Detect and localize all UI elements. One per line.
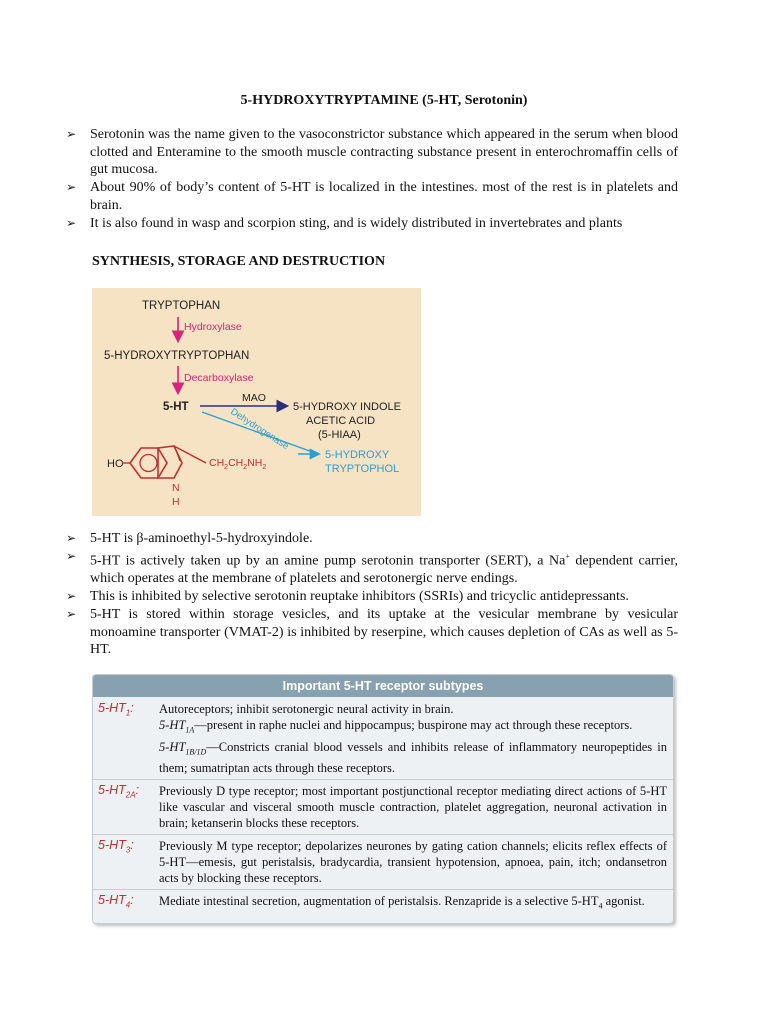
list-item: ➢ 5-HT is β-aminoethyl-5-hydroxyindole. [66, 531, 313, 546]
hydroxylase-label: Hydroxylase [184, 321, 242, 333]
receptor-label: $5-HT_{2A}$: [98, 783, 140, 800]
benzene-ring [130, 448, 167, 478]
receptor-row-5ht4: $5-HT_4$: Mediate intestinal secretion, augmentation of peristalsis. Renzapride is a selective $5-HT_4$ agonist. [98, 893, 645, 911]
arrow-bullet-icon: ➢ [66, 180, 77, 194]
tryptophan-label: TRYPTOPHAN [142, 300, 221, 312]
serotonin-label: 5-HT [163, 401, 189, 413]
synthesis-diagram [92, 288, 421, 516]
list-item: ➢ This is inhibited by selective serotonin reuptake inhibitors (SSRIs) and tricyclic antidepressants. [66, 589, 629, 605]
tryptophol-label-line2: TRYPTOPHOL [325, 463, 400, 475]
tryptophol-label-line1: 5-HYDROXY [325, 449, 390, 461]
receptor-subtypes-box [92, 674, 674, 924]
list-item: ➢ 5-HT is stored within storage vesicles, and its uptake at the vesicular membrane by vesicular monoamine transporter (VMAT-2) is inhibited by reserpine, which causes depletion of CAs as well as 5-HT. [66, 607, 678, 658]
hiaa-label-line3: (5-HIAA) [318, 429, 361, 441]
mao-label: MAO [242, 392, 266, 404]
receptor-row-5ht1: $5-HT_1$: Autoreceptors; inhibit serotonergic neural activity in brain. $5-HT_{1A}—present$ in raphe nuclei and hippocampus; buspirone may act through these receptors. $5-HT_{1B/1D}—Constricts$ cranial blood vessels and inhibits release of inflammatory neuropeptides in them; sumatriptan acts through these receptors. [98, 701, 667, 775]
divider [93, 779, 673, 780]
receptor-box-header: Important 5-HT receptor subtypes [93, 675, 673, 697]
intro-bullet-list [0, 126, 768, 233]
side-chain-label: $CH_2CH_2NH_2$ [209, 457, 267, 471]
arrow-bullet-icon: ➢ [66, 531, 77, 545]
arrow-bullet-icon: ➢ [66, 127, 77, 141]
nitrogen-label: N [172, 482, 180, 494]
receptor-row-5ht3: $5-HT_3$: Previously M type receptor; depolarizes neurones by gating cation channels; elicits reflex effects of 5-HT—emesis, gut peristalsis, bradycardia, transient hypotension, apnoea, pain, itch; ondansetron acts by blocking these receptors. [98, 838, 667, 885]
arrow-bullet-icon: ➢ [66, 215, 77, 230]
page-title: 5-HYDROXYTRYPTAMINE (5-HT, Serotonin) [240, 93, 528, 108]
receptor-label: $5-HT_1$: [98, 701, 134, 718]
section-heading: SYNTHESIS, STORAGE AND DESTRUCTION [92, 254, 386, 269]
synthesis-pathway-figure [92, 288, 421, 516]
arrow-bullet-icon: ➢ [66, 589, 77, 604]
serotonin-structure [107, 446, 266, 508]
hydrogen-label: H [172, 496, 180, 508]
receptor-label: $5-HT_4$: [98, 893, 134, 910]
receptor-label: $5-HT_3$: [98, 838, 134, 855]
hiaa-label-line1: 5-HYDROXY INDOLE [293, 401, 401, 413]
hydroxytryptophan-label: 5-HYDROXYTRYPTOPHAN [104, 350, 250, 362]
details-bullet-list [0, 530, 768, 659]
receptor-row-5ht2a: $5-HT_{2A}$: Previously D type receptor; most important postjunctional receptor mediating direct actions of 5-HT like vascular and visceral smooth muscle contraction, platelet aggregation, neuronal activation in brain; ketanserin blocks these receptors. [98, 783, 667, 830]
hiaa-label-line2: ACETIC ACID [306, 415, 376, 427]
arrow-bullet-icon: ➢ [66, 607, 77, 622]
list-item: ➢ It is also found in wasp and scorpion sting, and is widely distributed in invertebrates and plants [66, 215, 623, 231]
hydroxyl-group-label: HO [107, 458, 124, 470]
list-item: ➢ About 90% of body’s content of 5-HT is localized in the intestines. most of the rest is in platelets and brain. [66, 180, 678, 213]
list-item: ➢ 5-HT is actively taken up by an amine pump serotonin transporter (SERT), a Na+ dependent carrier, which operates at the membrane of platelets and serotonergic nerve endings. [66, 549, 678, 587]
decarboxylase-label: Decarboxylase [184, 372, 254, 384]
list-item: ➢ Serotonin was the name given to the vasoconstrictor substance which appeared in the serum when blood clotted and Enteramine to the smooth muscle contracting substance present in enterochromaffin cells of gut mucosa. [66, 127, 678, 177]
divider [93, 889, 673, 890]
divider [93, 834, 673, 835]
arrow-bullet-icon: ➢ [66, 549, 77, 563]
dehydrogenase-label: Dehydrogenase [228, 406, 291, 453]
